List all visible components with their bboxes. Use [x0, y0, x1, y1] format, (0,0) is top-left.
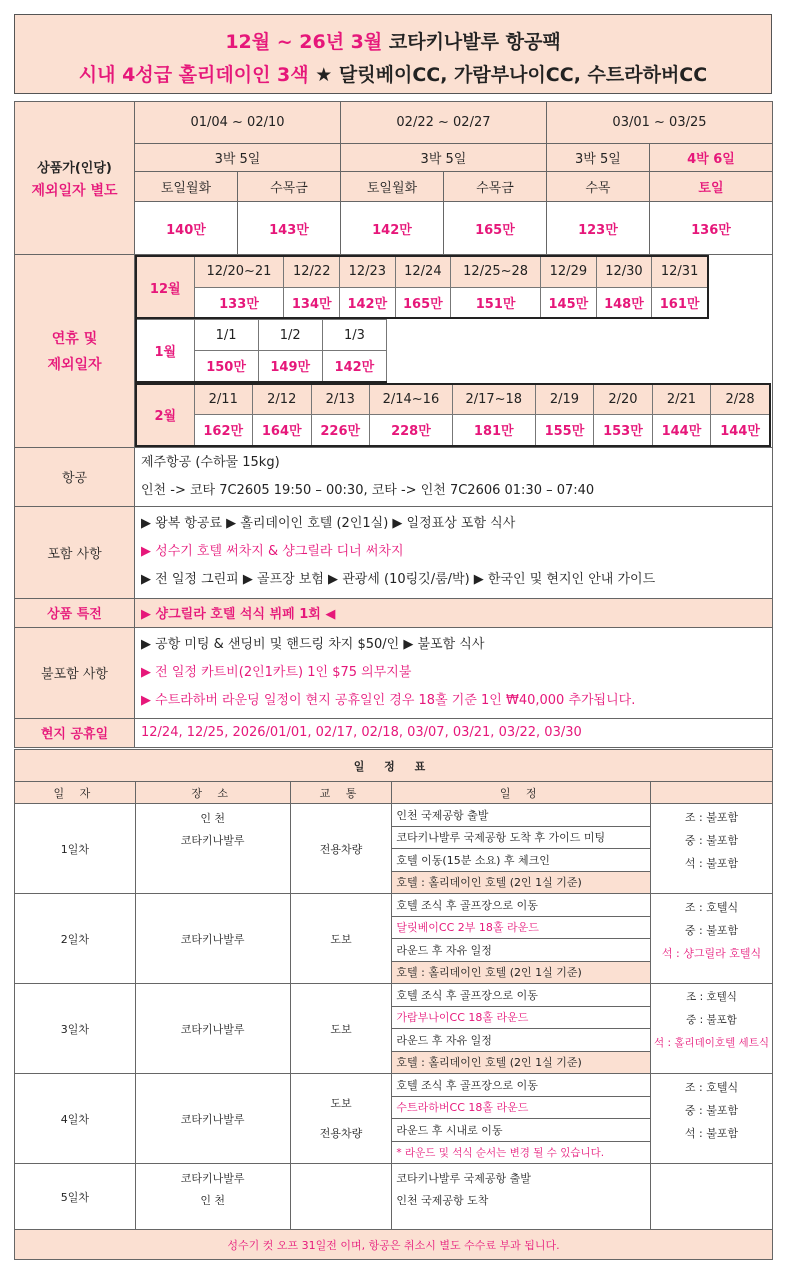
day-meals: 조 : 호텔식 중 : 불포함 석 : 불포함: [650, 1074, 772, 1164]
holiday-label: 연휴 및 제외일자: [15, 255, 135, 448]
holiday-february: [135, 383, 771, 447]
itinerary-title: 일 정 표: [15, 750, 773, 782]
day-transport: 도보: [290, 984, 392, 1074]
special-info: ▶ 샹그릴라 호텔 석식 뷔페 1회 ◀: [135, 598, 773, 627]
price: 145만: [541, 287, 597, 318]
month-january: 1월: [136, 320, 194, 382]
date: 12/29: [541, 256, 597, 287]
header-transport: 교 통: [290, 782, 392, 804]
day-label: 2일차: [15, 894, 136, 984]
date: 2/12: [253, 384, 312, 415]
price-5: 123만: [546, 202, 649, 255]
day-meals: 조 : 호텔식 중 : 불포함 석 : 샹그릴라 호텔식: [650, 894, 772, 984]
price: 148만: [596, 287, 652, 318]
day-transport: 전용차량: [290, 804, 392, 894]
schedule-hotel: 호텔 : 홀리데이인 호텔 (2인 1실 기준): [392, 871, 651, 894]
day-label: 1일차: [15, 804, 136, 894]
price: 151만: [451, 287, 541, 318]
itinerary-header: [15, 782, 773, 804]
month-february: 2월: [136, 384, 194, 446]
price-4: 165만: [443, 202, 546, 255]
day-label: 5일차: [15, 1164, 136, 1230]
day-place: 코타키나발루: [135, 1074, 290, 1164]
period-3: 03/01 ~ 03/25: [546, 102, 772, 144]
price: 155만: [535, 415, 594, 446]
header-schedule: 일 정: [392, 782, 651, 804]
price: 181만: [452, 415, 535, 446]
price: 150만: [194, 351, 258, 382]
price: 161만: [652, 287, 708, 318]
schedule-item: 인천 국제공항 출발: [392, 804, 651, 827]
include-info: ▶ 왕복 항공료 ▶ 홀리데이인 호텔 (2인1실) ▶ 일정표상 포함 식사 ▶ 성수기 호텔 써차지 & 샹그릴라 디너 써차지 ▶ 전 일정 그린피 ▶ 골프장 보험 ▶ 관광세 (10링깃/룸/박) ▶ 한국인 및 현지인 안내 가이드: [135, 506, 773, 598]
holiday-january: [135, 319, 387, 383]
day-meals: [650, 1164, 772, 1230]
special-label: 상품 특전: [15, 598, 135, 627]
date: 1/2: [258, 320, 322, 351]
schedule-item: 라운드 후 시내로 이동: [392, 1119, 651, 1142]
date: 2/21: [652, 384, 711, 415]
header-day: 일 자: [15, 782, 136, 804]
nights-4: 4박 6일: [649, 144, 772, 172]
day-1-row: [15, 804, 773, 827]
holiday-december: [135, 255, 709, 319]
header-meals: [650, 782, 772, 804]
date: 1/1: [194, 320, 258, 351]
date: 12/30: [596, 256, 652, 287]
include-label: 포함 사항: [15, 506, 135, 598]
price: 164만: [253, 415, 312, 446]
day-place: 인 천 코타키나발루: [135, 804, 290, 894]
days-4: 수목금: [443, 172, 546, 202]
day-place: 코타키나발루: [135, 894, 290, 984]
schedule-item: 가람부나이CC 18홀 라운드: [392, 1006, 651, 1029]
local-holiday-label: 현지 공휴일: [15, 718, 135, 747]
title-line-1: 12월 ~ 26년 3월 코타키나발루 항공팩: [225, 31, 561, 53]
price: 134만: [284, 287, 340, 318]
schedule-note: * 라운드 및 석식 순서는 변경 될 수 있습니다.: [392, 1141, 651, 1164]
price: 165만: [395, 287, 451, 318]
price: 162만: [194, 415, 253, 446]
day-label: 3일차: [15, 984, 136, 1074]
nights-2: 3박 5일: [340, 144, 546, 172]
schedule-item: 라운드 후 자유 일정: [392, 1029, 651, 1052]
date: 2/19: [535, 384, 594, 415]
local-holiday-info: 12/24, 12/25, 2026/01/01, 02/17, 02/18, 03/07, 03/21, 03/22, 03/30: [135, 718, 773, 747]
schedule-item: 호텔 이동(15분 소요) 후 체크인: [392, 849, 651, 872]
nights-3: 3박 5일: [546, 144, 649, 172]
date: 12/23: [340, 256, 396, 287]
date: 2/20: [594, 384, 653, 415]
schedule-item: 라운드 후 자유 일정: [392, 939, 651, 962]
schedule-item: 달릿베이CC 2부 18홀 라운드: [392, 916, 651, 939]
schedule-item: 코타키나발루 국제공항 도착 후 가이드 미팅: [392, 826, 651, 849]
day-2-row: [15, 894, 773, 917]
price: 228만: [370, 415, 453, 446]
day-transport: 도보: [290, 894, 392, 984]
day-meals: 조 : 호텔식 중 : 불포함 석 : 홀리데이호텔 세트식: [650, 984, 772, 1074]
price: 144만: [652, 415, 711, 446]
price-3: 142만: [340, 202, 443, 255]
title-banner: [14, 14, 772, 94]
date: 2/14~16: [370, 384, 453, 415]
title-line-2: 시내 4성급 홀리데이인 3색 ★ 달릿베이CC, 가람부나이CC, 수트라하버CC: [78, 64, 708, 86]
schedule-hotel: 호텔 : 홀리데이인 호텔 (2인 1실 기준): [392, 961, 651, 984]
days-5: 수목: [546, 172, 649, 202]
date: 1/3: [322, 320, 386, 351]
day-transport: [290, 1164, 392, 1230]
price-label: 상품가(인당) 제외일자 별도: [15, 102, 135, 255]
schedule-item: 수트라하버CC 18홀 라운드: [392, 1096, 651, 1119]
period-1: 01/04 ~ 02/10: [135, 102, 341, 144]
price: 153만: [594, 415, 653, 446]
day-4-row: [15, 1074, 773, 1097]
date: 12/22: [284, 256, 340, 287]
day-meals: 조 : 불포함 중 : 불포함 석 : 불포함: [650, 804, 772, 894]
day-5-row: [15, 1164, 773, 1230]
price: 149만: [258, 351, 322, 382]
day-label: 4일차: [15, 1074, 136, 1164]
nights-1: 3박 5일: [135, 144, 341, 172]
exclude-label: 불포함 사항: [15, 627, 135, 718]
price: 133만: [194, 287, 284, 318]
exclude-info: ▶ 공항 미팅 & 샌딩비 및 핸드링 차지 $50/인 ▶ 불포함 식사 ▶ 전 일정 카트비(2인1카트) 1인 $75 의무지불 ▶ 수트라하버 라운딩 일정이 현지 공휴일인 경우 18홀 기준 1인 ₩40,000 추가됩니다.: [135, 627, 773, 718]
flight-label: 항공: [15, 447, 135, 506]
day-transport: 도보 전용차량: [290, 1074, 392, 1164]
schedule-item: 호텔 조식 후 골프장으로 이동: [392, 894, 651, 917]
date: 12/20~21: [194, 256, 284, 287]
period-2: 02/22 ~ 02/27: [340, 102, 546, 144]
schedule-hotel: 호텔 : 홀리데이인 호텔 (2인 1실 기준): [392, 1051, 651, 1074]
itinerary-table: [14, 749, 773, 1260]
date: 2/11: [194, 384, 253, 415]
days-1: 토일월화: [135, 172, 238, 202]
schedule-items: 코타키나발루 국제공항 출발 인천 국제공항 도착: [392, 1164, 651, 1230]
date: 12/25~28: [451, 256, 541, 287]
price-1: 140만: [135, 202, 238, 255]
month-december: 12월: [136, 256, 194, 318]
itinerary-footer: 성수기 컷 오프 31일전 이며, 항공은 취소시 별도 수수료 부과 됩니다.: [15, 1230, 773, 1260]
price: 142만: [340, 287, 396, 318]
day-3-row: [15, 984, 773, 1007]
days-6: 토일: [649, 172, 772, 202]
schedule-item: 호텔 조식 후 골프장으로 이동: [392, 1074, 651, 1097]
holiday-cell: [135, 255, 773, 448]
product-info-table: [14, 101, 773, 748]
price: 142만: [322, 351, 386, 382]
date: 12/31: [652, 256, 708, 287]
day-place: 코타키나발루: [135, 984, 290, 1074]
flight-info: 제주항공 (수하물 15kg) 인천 -> 코타 7C2605 19:50 – 00:30, 코타 -> 인천 7C2606 01:30 – 07:40: [135, 447, 773, 506]
header-place: 장 소: [135, 782, 290, 804]
date: 12/24: [395, 256, 451, 287]
schedule-item: 호텔 조식 후 골프장으로 이동: [392, 984, 651, 1007]
days-2: 수목금: [237, 172, 340, 202]
date: 2/13: [311, 384, 370, 415]
date: 2/28: [711, 384, 770, 415]
price-6: 136만: [649, 202, 772, 255]
price-2: 143만: [237, 202, 340, 255]
days-3: 토일월화: [340, 172, 443, 202]
date: 2/17~18: [452, 384, 535, 415]
day-place: 코타키나발루 인 천: [135, 1164, 290, 1230]
price: 226만: [311, 415, 370, 446]
price: 144만: [711, 415, 770, 446]
